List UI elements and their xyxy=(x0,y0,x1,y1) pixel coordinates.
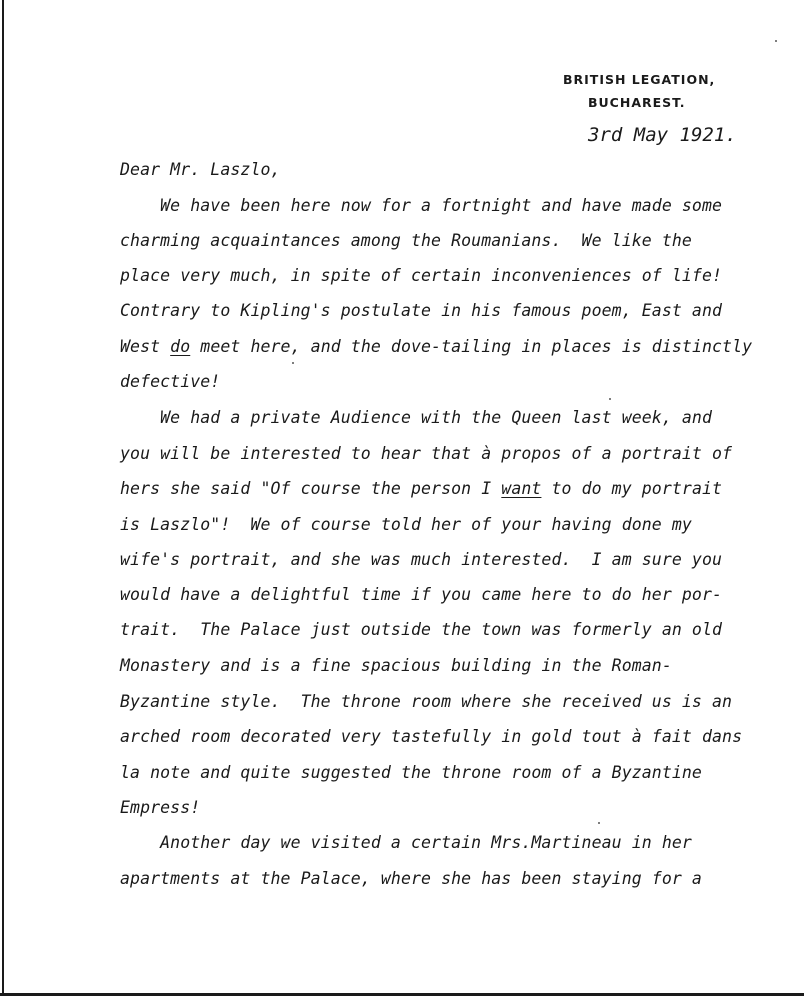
letter-line: Monastery and is a fine spacious building in the Roman- xyxy=(120,656,672,675)
scan-speck xyxy=(775,40,777,42)
scan-speck xyxy=(609,398,611,400)
scan-edge-left xyxy=(2,0,4,994)
letter-line: We had a private Audience with the Queen last week, and xyxy=(120,408,712,427)
underlined-word: want xyxy=(501,479,542,498)
letterhead-line-2: BUCHAREST. xyxy=(588,95,686,110)
scan-speck xyxy=(292,362,294,364)
scan-speck xyxy=(598,822,600,824)
salutation: Dear Mr. Laszlo, xyxy=(120,160,281,179)
letter-line-text: West xyxy=(120,337,171,356)
letter-line: apartments at the Palace, where she has been staying for a xyxy=(120,869,702,888)
letter-line: Contrary to Kipling's postulate in his famous poem, East and xyxy=(120,301,723,320)
letterhead-line-1: BRITISH LEGATION, xyxy=(563,72,716,87)
letter-line: wife's portrait, and she was much interested. I am sure you xyxy=(120,550,723,569)
letter-line: defective! xyxy=(120,372,221,391)
letter-line: la note and quite suggested the throne room of a Byzantine xyxy=(120,763,702,782)
letter-line: We have been here now for a fortnight and have made some xyxy=(120,196,723,215)
letter-line-text: to do my portrait xyxy=(541,479,723,498)
letter-line: place very much, in spite of certain inconveniences of life! xyxy=(120,266,723,285)
letter-line: trait. The Palace just outside the town was formerly an old xyxy=(120,620,723,639)
scan-edge-bottom xyxy=(0,993,804,996)
letter-line: Byzantine style. The throne room where she received us is an xyxy=(120,692,733,711)
letter-line xyxy=(120,479,722,499)
letter-line-text: meet here, and the dove-tailing in places is distinctly xyxy=(190,337,753,356)
letter-line xyxy=(120,337,752,357)
letter-line: Empress! xyxy=(120,798,201,817)
letter-line: Another day we visited a certain Mrs.Martineau in her xyxy=(120,833,692,852)
letter-line: would have a delightful time if you came here to do her por- xyxy=(120,585,723,604)
letter-date: 3rd May 1921. xyxy=(588,124,737,146)
letter-line: charming acquaintances among the Roumanians. We like the xyxy=(120,231,692,250)
letter-line: is Laszlo"! We of course told her of your having done my xyxy=(120,515,692,534)
letter-line-text: hers she said "Of course the person I xyxy=(120,479,502,498)
underlined-word: do xyxy=(170,337,191,356)
letter-line: you will be interested to hear that à propos of a portrait of xyxy=(120,444,733,463)
letter-line: arched room decorated very tastefully in gold tout à fait dans xyxy=(120,727,743,746)
